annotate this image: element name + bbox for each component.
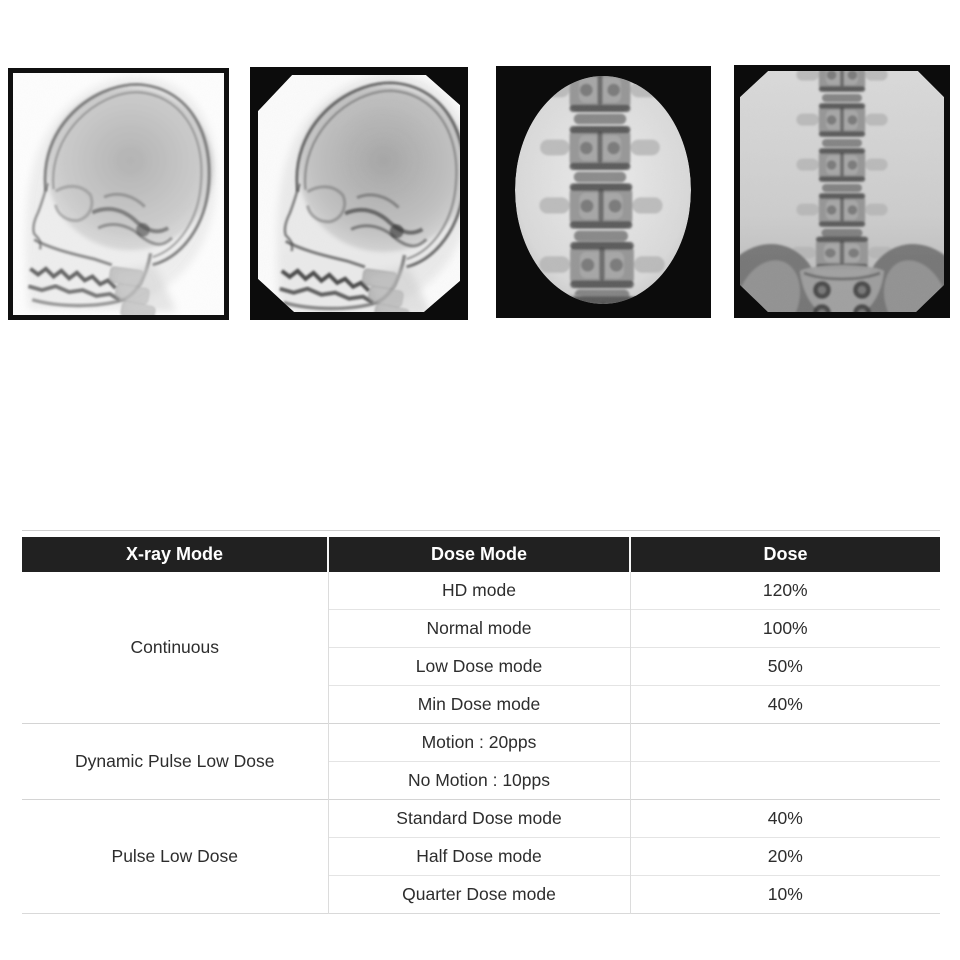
table-row [22, 572, 940, 610]
cell-dose-mode: HD mode [328, 572, 630, 610]
col-header-dose-mode: Dose Mode [328, 537, 630, 572]
cell-dose: 10% [630, 876, 940, 914]
cell-xray-mode-continuous: Continuous [22, 572, 328, 724]
cell-dose-mode: Half Dose mode [328, 838, 630, 876]
cell-dose: 40% [630, 686, 940, 724]
cell-dose [630, 724, 940, 762]
table-top-divider [22, 530, 940, 531]
cell-dose-mode: Standard Dose mode [328, 800, 630, 838]
cell-dose: 100% [630, 610, 940, 648]
skull-lateral-xray-framed-icon [13, 73, 224, 315]
table-row [22, 800, 940, 838]
xray-image-skull-lateral-framed [8, 68, 229, 320]
cell-dose-mode: No Motion : 10pps [328, 762, 630, 800]
table-header-row [22, 537, 940, 572]
xray-image-lumbar-spine-circular [496, 66, 711, 318]
xray-dose-table [22, 537, 940, 914]
cell-dose: 40% [630, 800, 940, 838]
lumbar-spine-xray-circular-field-icon [496, 66, 711, 318]
xray-image-skull-lateral [250, 67, 468, 320]
cell-dose: 50% [630, 648, 940, 686]
cell-dose-mode: Low Dose mode [328, 648, 630, 686]
cell-xray-mode-dynamic-pulse-low-dose: Dynamic Pulse Low Dose [22, 724, 328, 800]
cell-dose: 20% [630, 838, 940, 876]
skull-lateral-xray-icon [250, 67, 468, 320]
cell-dose-mode: Motion : 20pps [328, 724, 630, 762]
cell-dose-mode: Normal mode [328, 610, 630, 648]
col-header-xray-mode: X-ray Mode [125, 544, 224, 564]
xray-image-lumbar-spine-pelvis [734, 65, 950, 318]
cell-dose [630, 762, 940, 800]
cell-dose-mode: Quarter Dose mode [328, 876, 630, 914]
lumbar-spine-pelvis-xray-icon [734, 65, 950, 318]
cell-dose: 120% [762, 580, 808, 600]
table-row [22, 724, 940, 762]
col-header-dose: Dose [630, 537, 940, 572]
cell-xray-mode-pulse-low-dose: Pulse Low Dose [22, 800, 328, 914]
cell-dose-mode: Min Dose mode [328, 686, 630, 724]
